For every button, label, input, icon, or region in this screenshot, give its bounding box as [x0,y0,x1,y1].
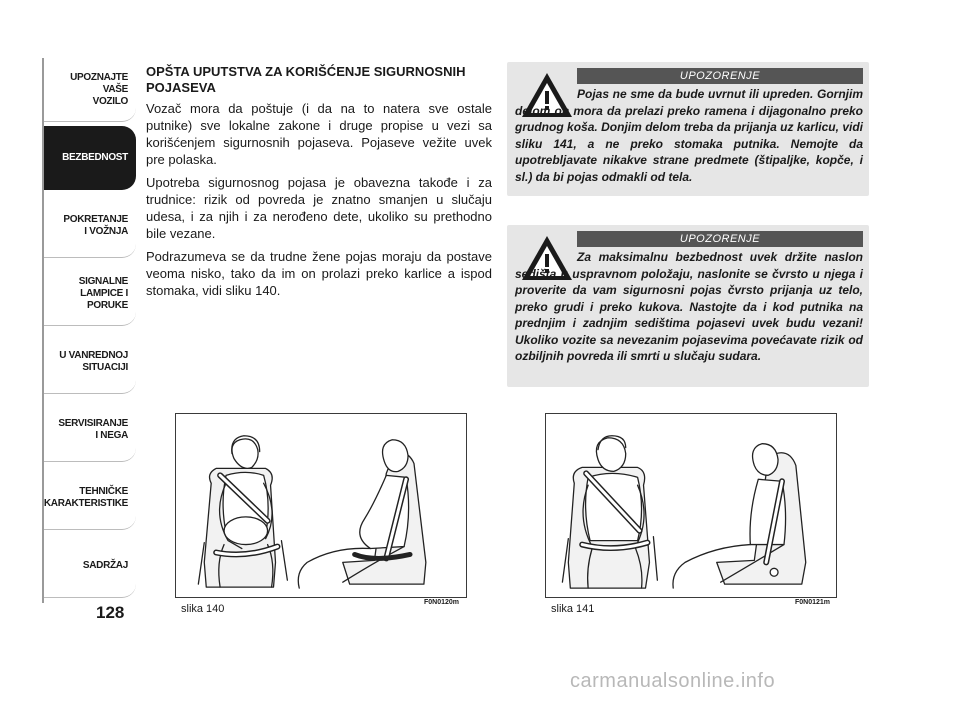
paragraph: Upotreba sigurnosnog pojasa je obavezna takođe i za trudnice: rizik od povreda je znatno smanjen u slučaju udesa, i za njih i za nerođeno dete, ukoliko su prethodno bile vezane. [146,175,492,241]
watermark: carmanualsonline.info [570,670,776,692]
paragraph: Podrazumeva se da trudne žene pojas moraju da postave veoma nisko, tako da im on prolazi preko karlice a ispod stomaka, vidi sliku 140. [146,249,492,298]
tab-u-vanrednoj-situaciji[interactable]: U VANREDNOJ SITUACIJI [44,330,136,394]
figure-141-illustration [545,413,837,598]
warning-box [507,62,869,196]
figure-140-illustration [175,413,467,598]
tab-bezbednost[interactable]: BEZBEDNOST [44,126,136,190]
seatbelt-pregnant-woman-illustration [176,414,466,597]
main-text-column [146,64,492,305]
tab-pokretanje-i-voznja[interactable]: POKRETANJE I VOŽNJA [44,194,136,258]
figure-code: F0N0120m [424,599,460,606]
tab-tehnicke-karakteristike[interactable]: TEHNIČKE KARAKTERISTIKE [44,466,136,530]
figure-code: F0N0121m [795,599,831,606]
tab-signalne-lampice[interactable]: SIGNALNE LAMPICE I PORUKE [44,262,136,326]
warning-title: UPOZORENJE [577,231,863,247]
seatbelt-man-woman-illustration [546,414,836,597]
figure-caption: slika 141 [551,603,595,615]
chapter-sidebar [42,58,136,603]
tab-sadrzaj[interactable]: SADRŽAJ [44,534,136,598]
tab-upoznajte-vase-vozilo[interactable]: UPOZNAJTE VAŠE VOZILO [44,58,136,122]
figure-caption: slika 140 [181,603,225,615]
warning-box [507,225,869,387]
warning-title: UPOZORENJE [577,68,863,84]
tab-servisiranje-i-nega[interactable]: SERVISIRANJE I NEGA [44,398,136,462]
warning-text: Pojas ne sme da bude uvrnut ili upreden. Gornjim delom on mora da prelazi preko ramena i dijagonalno preko grudnog koša. Donjim delom treba da prijanja uz karlicu, vidi sliku 141, a ne preko stomaka putnika. Nemojte da upotrebljavate nikakve strane predmete (štipaljke, kopče, i sl.) da bi pojas odmakli od tela. [515,87,863,184]
page-number: 128 [96,603,125,622]
section-heading: OPŠTA UPUTSTVA ZA KORIŠĆENJE SIGURNOSNIH POJASEVA [146,64,466,95]
warning-text: Za maksimalnu bezbednost uvek držite naslon sedišta u uspravnom položaju, naslonite se čvrsto u njega i proverite da vam sigurnosni pojas čvrsto prijanja uz telo, preko grudi i preko kukova. Nastojte da i kod putnika na prednjim i zadnjim sedištima pojasevi uvek budu vezani! Ukoliko vozite sa nevezanim pojasevima povećavate rizik od ozbiljnih povreda ili smrti u slučaju sudara. [515,250,863,363]
paragraph: Vozač mora da poštuje (i da na to natera sve ostale putnike) sve lokalne zakone i druge propise u vezi sa korišćenjem sigurnosnih pojaseva. Pojaseve vežite uvek pre polaska. [146,101,492,167]
